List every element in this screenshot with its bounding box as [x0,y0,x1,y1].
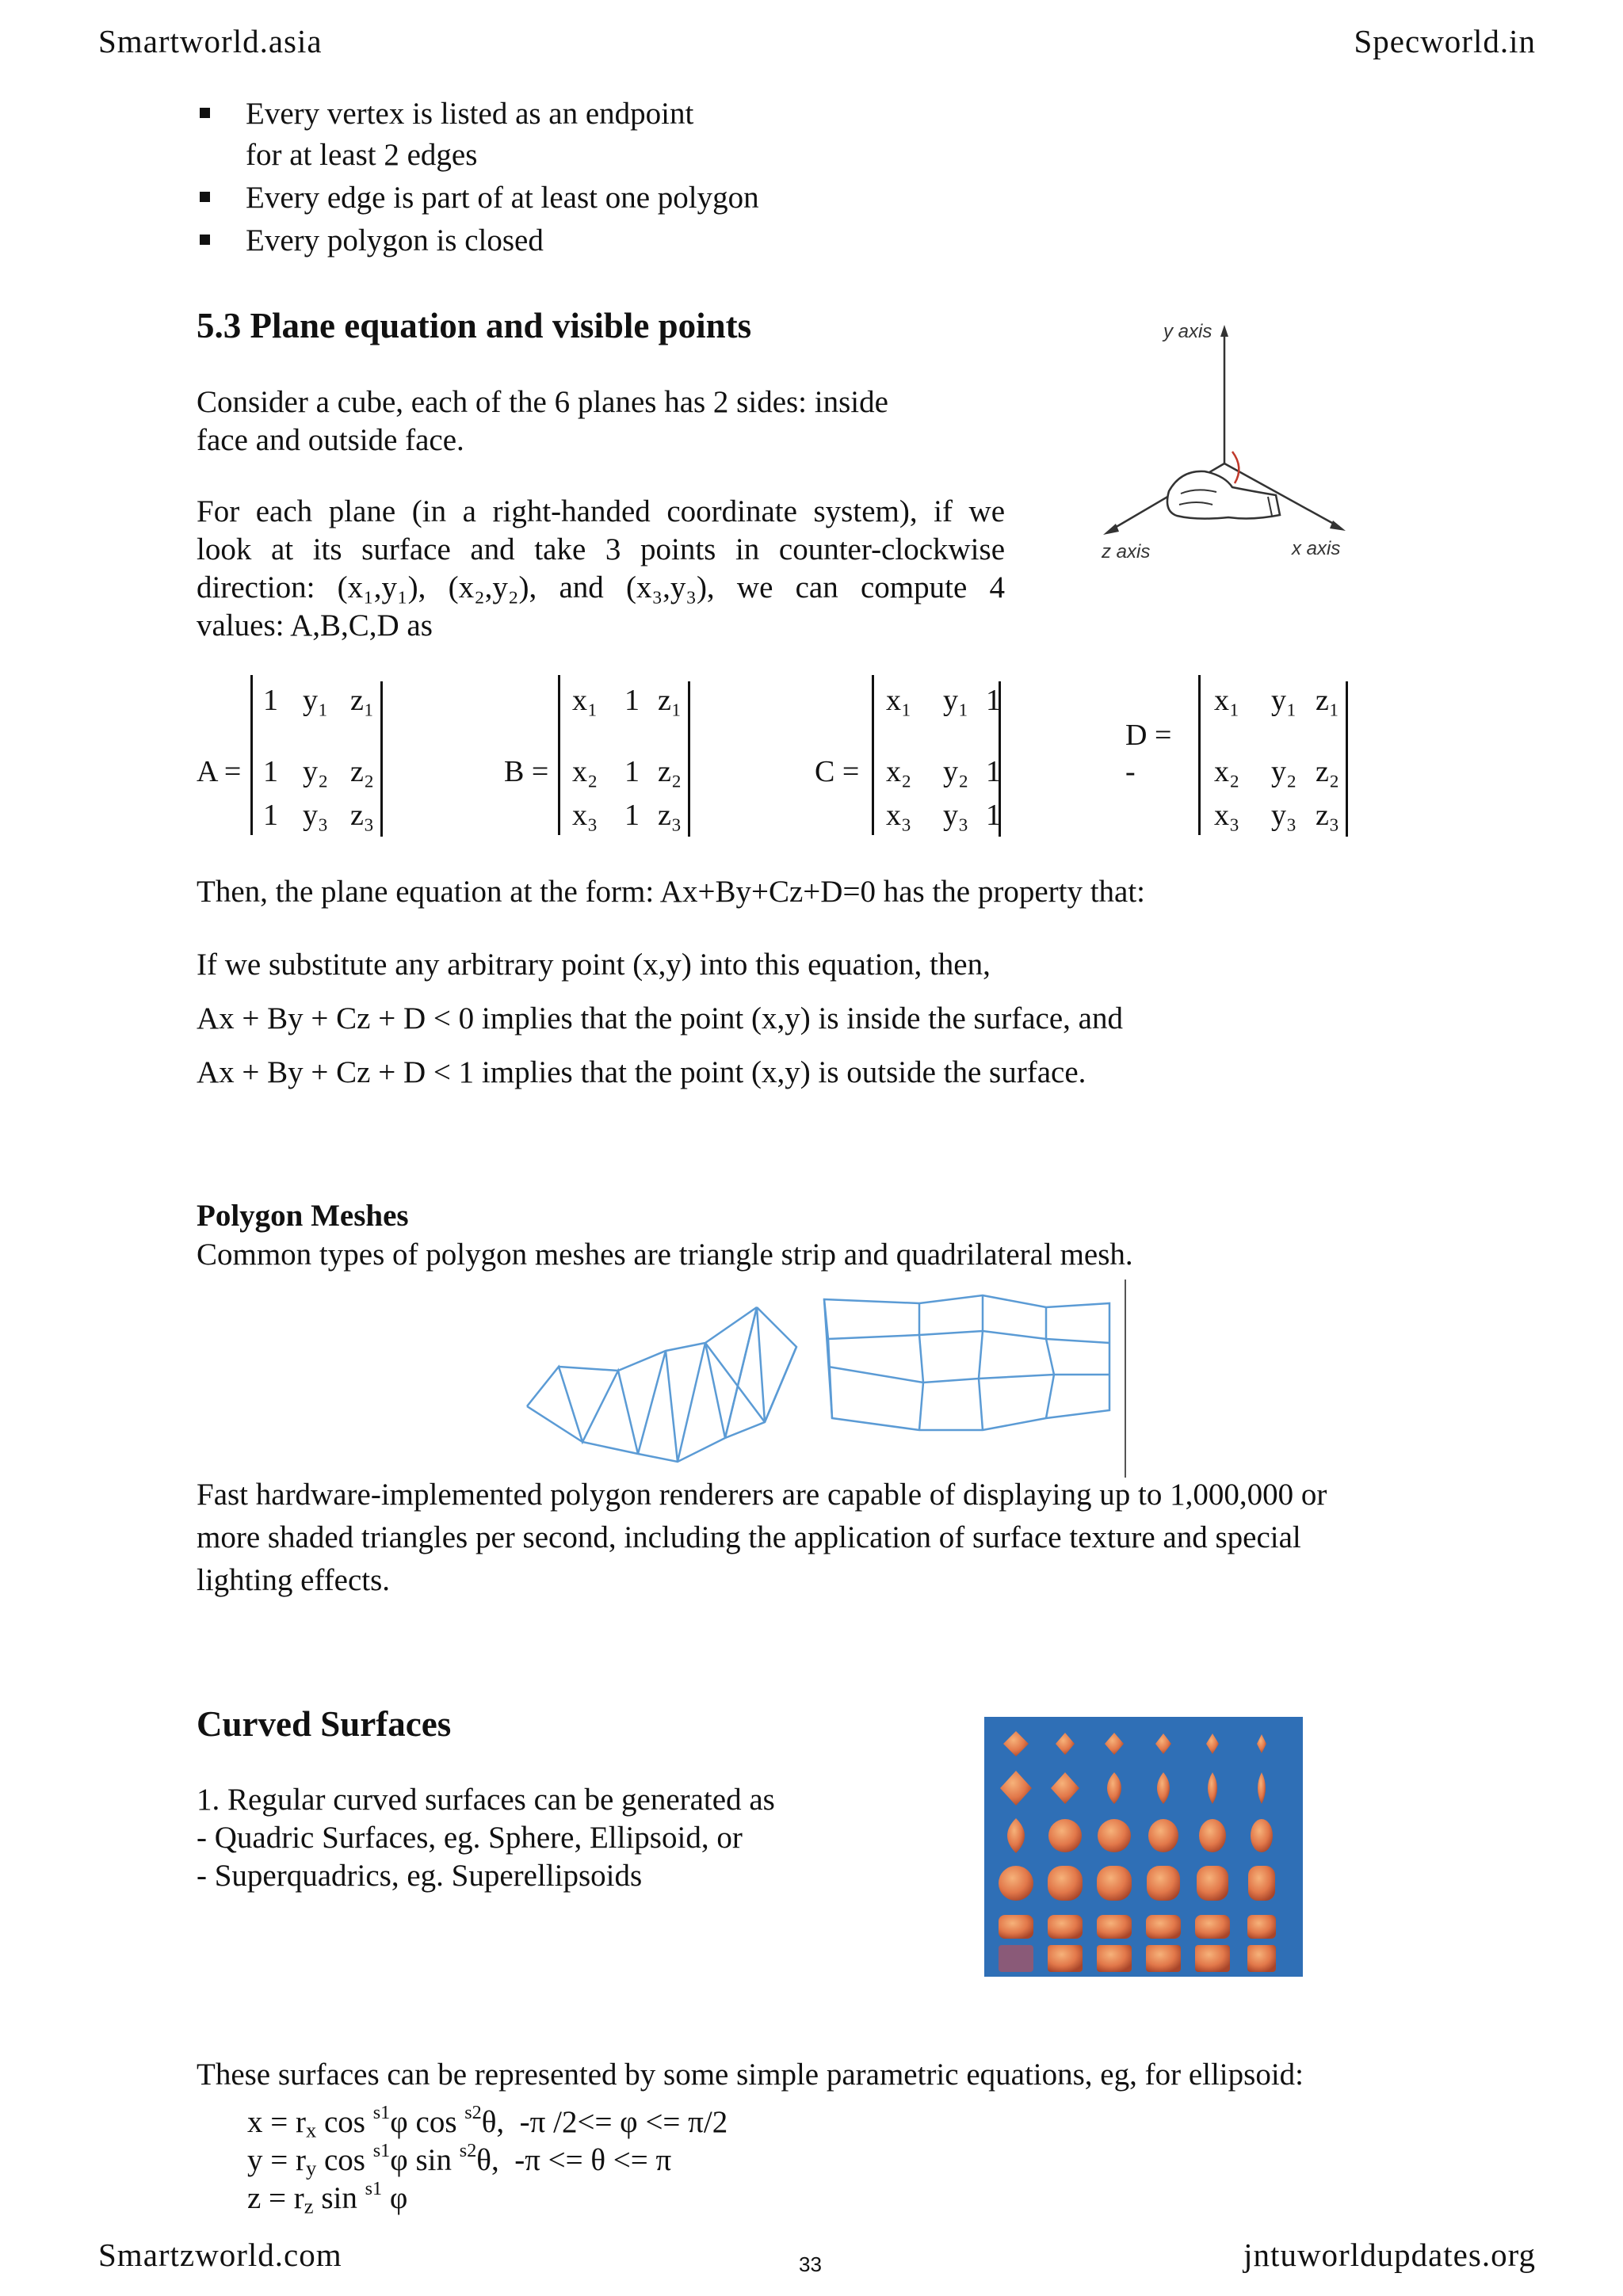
header-right: Specworld.in [1354,23,1536,59]
plane-equation-text: Then, the plane equation at the form: Ax+By+Cz+D=0 has the property that: [197,875,1146,909]
curved-title: Curved Surfaces [197,1704,452,1744]
matrix-d: D = - x₁ y₁ z₁ x₂ y₂ z₂ x₃ y₃ z₃ [1125,675,1363,841]
bullet-list [197,93,759,263]
quadrilateral-mesh [824,1295,1109,1430]
triangle-strip [527,1307,796,1462]
z-axis-label: z axis [1102,541,1151,563]
right-hand-rule-figure [1094,313,1363,582]
bullet-item: Every polygon is closed [197,220,759,261]
outside-condition: Ax + By + Cz + D < 1 implies that the point (x,y) is outside the surface. [197,1055,1086,1089]
matrix-label: D = [1125,719,1172,752]
bullet-item: Every vertex is listed as an endpoint for at least 2 edges [197,93,759,176]
meshes-description: Common types of polygon meshes are triangle strip and quadrilateral mesh. [197,1238,1133,1272]
page-number: 33 [799,2252,822,2276]
matrix-left-bar [558,675,560,835]
equation-z: $z = r_z$ sin $^{s1}$ φ [247,2178,408,2218]
y-axis-label: y axis [1163,321,1212,342]
matrix-right-bar [688,681,690,837]
fast-renderers-paragraph: Fast hardware-implemented polygon renderers are capable of displaying up to 1,000,000 or more shaded triangles per second, including the application of surface texture and special lighting effects. [197,1478,1327,1597]
meshes-title: Polygon Meshes [197,1199,409,1233]
matrix-right-bar [380,681,383,837]
x-axis-label: x axis [1292,538,1341,559]
matrix-sign: - [1125,755,1136,788]
paragraph-cube: Consider a cube, each of the 6 planes has 2 sides: inside face and outside face. [197,385,888,457]
equation-x: $x = r_x$ cos $^{s1}$φ cos $^{s2}$θ, -π /2<= φ <= π/2 [247,2102,728,2142]
paragraph-plane: For each plane (in a right-handed coordinate system), if we look at its surface and take 3 points in counter-clockwise direction: (x₁,y₁), (x₂,y₂), and (x₃,y₃), we can compute 4 values: A,B,C,D as [197,494,1005,643]
inside-condition: Ax + By + Cz + D < 0 implies that the point (x,y) is inside the surface, and [197,1001,1123,1035]
footer-left: Smartzworld.com [98,2237,342,2273]
matrix-a: A = 1 y₁ z₁ 1 y₂ z₂ 1 y₃ z₃ [197,675,395,841]
matrix-left-bar [1198,675,1201,835]
square-bullet-icon [200,235,210,245]
footer-right: jntuworldupdates.org [1243,2237,1536,2273]
superellipsoid-grid [984,1717,1303,1977]
header-left: Smartworld.asia [98,23,323,59]
matrix-c: C = x₁ y₁ 1 x₂ y₂ 1 x₃ y₃ 1 [815,675,1013,841]
matrix-label: A = [197,755,242,788]
equation-y: $y = r_y$ cos $^{s1}$φ sin $^{s2}$θ, -π <= θ <= π [247,2140,672,2180]
polygon-mesh-figure [519,1280,1137,1478]
square-bullet-icon [200,108,210,118]
superellipsoid-image [984,1717,1303,1977]
substitute-text: If we substitute any arbitrary point (x,y) into this equation, then, [197,948,991,982]
curved-paragraph: 1. Regular curved surfaces can be generated as - Quadric Surfaces, eg. Sphere, Ellipsoid, or - Superquadrics, eg. Superellipsoids [197,1783,775,1893]
parametric-intro: These surfaces can be represented by some simple parametric equations, eg, for ellipsoid: [197,2058,1304,2092]
section-title: 5.3 Plane equation and visible points [197,306,752,345]
matrix-label: C = [815,755,860,788]
matrix-left-bar [250,675,253,835]
matrix-right-bar [1346,681,1348,837]
bullet-item: Every edge is part of at least one polygon [197,177,759,219]
square-bullet-icon [200,192,210,202]
matrix-b: B = x₁ 1 z₁ x₂ 1 z₂ x₃ 1 z₃ [504,675,702,841]
matrix-left-bar [872,675,874,835]
matrix-label: B = [504,755,549,788]
